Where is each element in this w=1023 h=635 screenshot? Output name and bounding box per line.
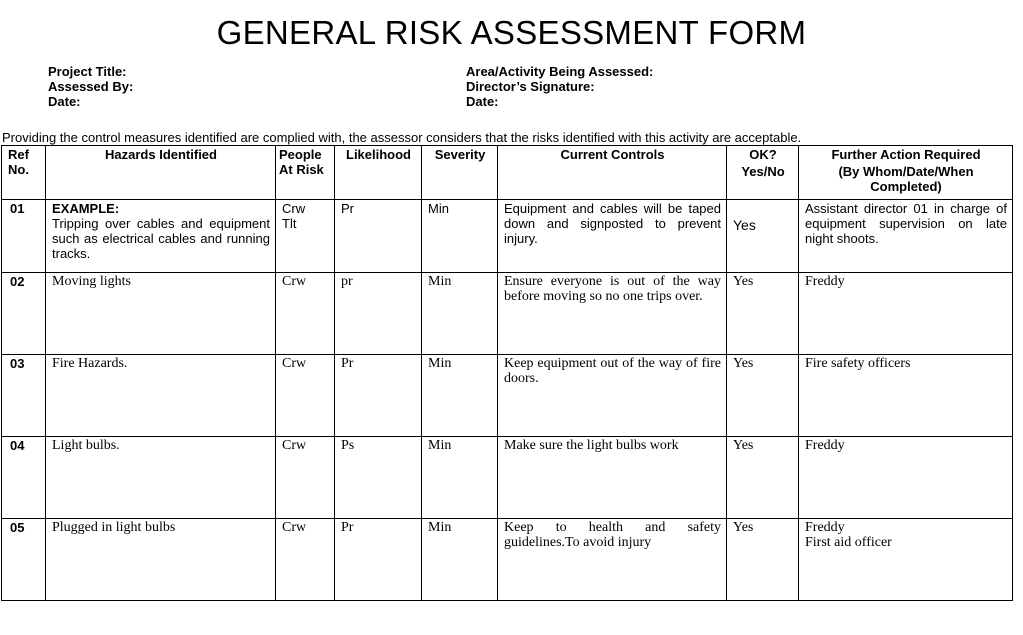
row-likelihood: Pr <box>335 200 422 273</box>
header-ok-line2: Yes/No <box>741 164 785 179</box>
row-controls: Equipment and cables will be taped down and signposted to prevent injury. <box>498 200 727 273</box>
table-row <box>2 519 1013 601</box>
further-line1: Freddy <box>805 438 845 453</box>
row-likelihood: pr <box>335 273 422 355</box>
header-further-line2: (By Whom/Date/When Completed) <box>838 164 974 194</box>
row-people <box>276 200 335 273</box>
project-title-label: Project Title: <box>48 64 127 79</box>
row-severity: Min <box>422 519 498 601</box>
row-ref: 03 <box>2 355 46 437</box>
table-row <box>2 437 1013 519</box>
header-people <box>276 146 335 200</box>
row-ok: Yes <box>727 519 799 601</box>
header-ok <box>727 146 799 200</box>
row-controls: Ensure everyone is out of the way before moving so no one trips over. <box>498 273 727 355</box>
row-severity: Min <box>422 200 498 273</box>
header-controls: Current Controls <box>498 146 727 200</box>
row-further <box>799 519 1013 601</box>
row-controls: Keep equipment out of the way of fire doors. <box>498 355 727 437</box>
table-row <box>2 355 1013 437</box>
row-hazard: Light bulbs. <box>46 437 276 519</box>
header-people-line2: At Risk <box>279 162 324 177</box>
row-people: Crw <box>276 355 335 437</box>
further-line1: Freddy <box>805 274 845 289</box>
meta-left <box>48 64 133 109</box>
row-people: Crw <box>276 273 335 355</box>
intro-statement: Providing the control measures identified are complied with, the assessor considers that the risks identified with this activity are acceptable. <box>2 130 802 145</box>
header-ref-line2: No. <box>8 162 29 177</box>
row-hazard: Plugged in light bulbs <box>46 519 276 601</box>
row-severity: Min <box>422 355 498 437</box>
row-further <box>799 355 1013 437</box>
header-ref-line1: Ref <box>8 147 29 162</box>
row-likelihood: Pr <box>335 519 422 601</box>
row-ok: Yes <box>727 355 799 437</box>
row-ok: Yes <box>727 273 799 355</box>
people-line1: Crw <box>282 201 306 216</box>
row-people: Crw <box>276 519 335 601</box>
header-further <box>799 146 1013 200</box>
row-people: Crw <box>276 437 335 519</box>
row-ok: Yes <box>727 200 799 273</box>
header-ok-line1: OK? <box>749 147 777 162</box>
row-ref: 02 <box>2 273 46 355</box>
table-row <box>2 273 1013 355</box>
row-severity: Min <box>422 437 498 519</box>
header-ref <box>2 146 46 200</box>
row-likelihood: Pr <box>335 355 422 437</box>
header-row <box>2 146 1013 200</box>
example-hazard-text: Tripping over cables and equipment such as electrical cables and running tracks. <box>52 216 270 261</box>
area-activity-label: Area/Activity Being Assessed: <box>466 64 654 79</box>
table-row <box>2 200 1013 273</box>
row-ok: Yes <box>727 437 799 519</box>
header-likelihood: Likelihood <box>335 146 422 200</box>
further-line2: First aid officer <box>805 535 892 550</box>
assessed-by-label: Assessed By: <box>48 79 134 94</box>
row-further: Assistant director 01 in charge of equipment supervision on late night shoots. <box>799 200 1013 273</box>
date-label-left: Date: <box>48 94 81 109</box>
further-line1: Fire safety officers <box>805 356 911 371</box>
director-signature-label: Director’s Signature: <box>466 79 595 94</box>
row-hazard <box>46 200 276 273</box>
row-ref: 04 <box>2 437 46 519</box>
risk-table <box>1 145 1013 601</box>
row-controls: Make sure the light bulbs work <box>498 437 727 519</box>
header-severity: Severity <box>422 146 498 200</box>
date-label-right: Date: <box>466 94 499 109</box>
row-likelihood: Ps <box>335 437 422 519</box>
header-hazards: Hazards Identified <box>46 146 276 200</box>
form-title: GENERAL RISK ASSESSMENT FORM <box>216 14 807 51</box>
row-ref: 01 <box>2 200 46 273</box>
people-line2: Tlt <box>282 216 297 231</box>
row-hazard: Moving lights <box>46 273 276 355</box>
row-hazard: Fire Hazards. <box>46 355 276 437</box>
further-line1: Freddy <box>805 520 845 535</box>
header-further-line1: Further Action Required <box>831 147 981 162</box>
example-label: EXAMPLE: <box>52 201 120 216</box>
row-further <box>799 437 1013 519</box>
meta-right <box>466 64 653 109</box>
row-ref: 05 <box>2 519 46 601</box>
row-further <box>799 273 1013 355</box>
header-people-line1: People <box>279 147 322 162</box>
row-severity: Min <box>422 273 498 355</box>
row-controls: Keep to health and safety guidelines.To avoid injury <box>498 519 727 601</box>
